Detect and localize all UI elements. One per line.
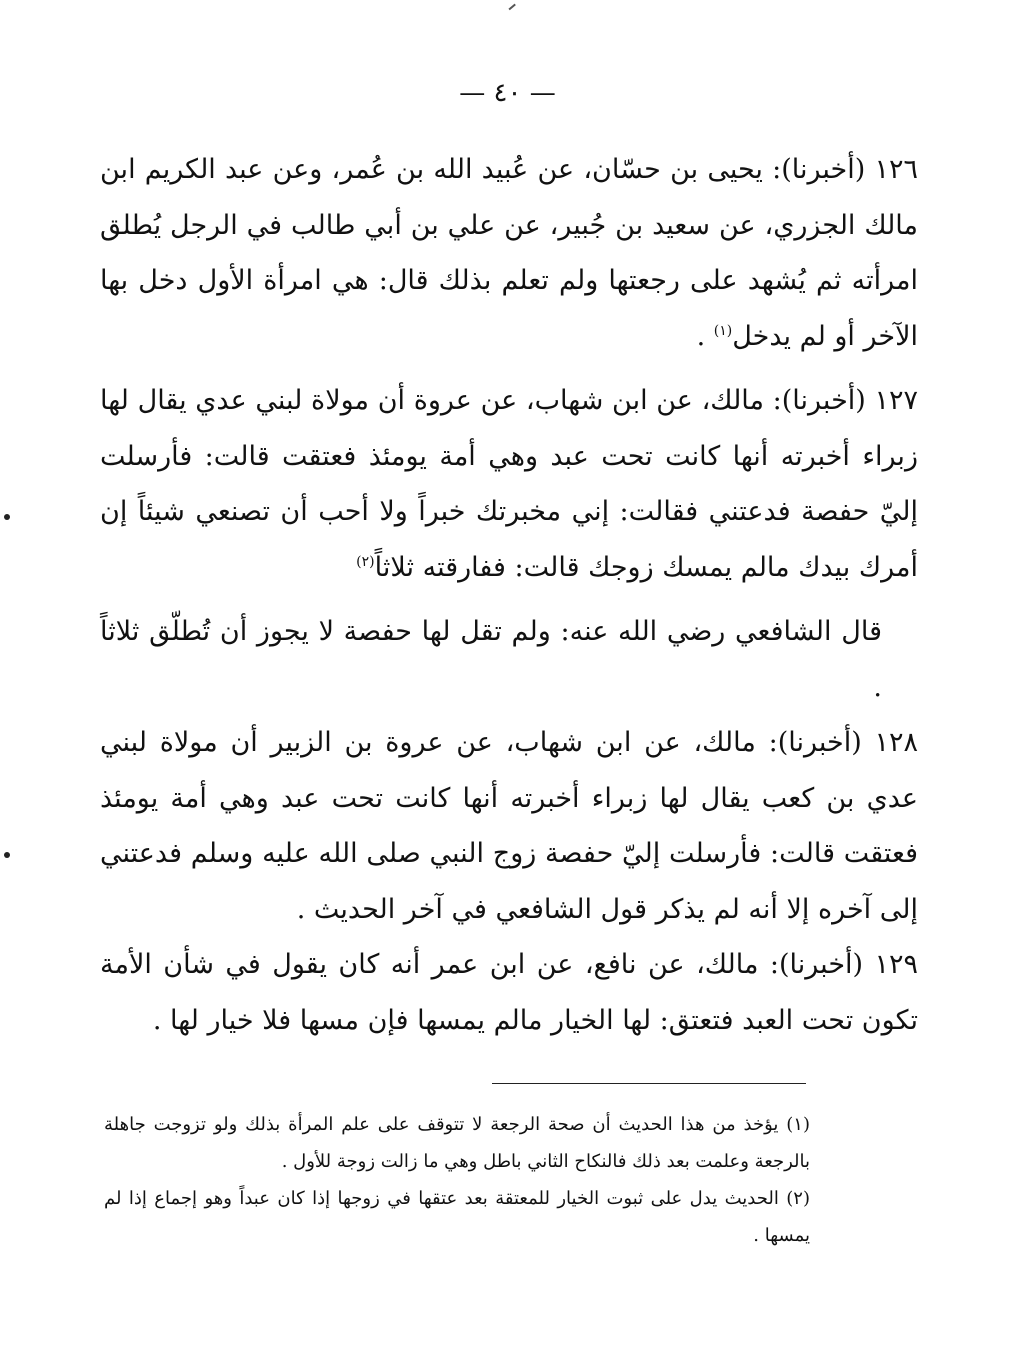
footnote-separator	[492, 1083, 806, 1084]
page-number: — ٤٠ —	[459, 78, 556, 108]
hadith-tail: .	[696, 320, 714, 352]
footnote-ref-2: (٢)	[356, 553, 375, 570]
footnotes	[104, 1106, 810, 1254]
margin-speck	[4, 852, 10, 858]
main-text	[100, 142, 918, 1048]
hadith-text: ١٢٧ (أخبرنا): مالك، عن ابن شهاب، عن عروة أن مولاة لبني عدي يقال لها زبراء أخبرته أنها كانت تحت عبد وهي أمة يومئذ فعتقت قالت: فأرسلت إليّ حفصة فدعتني فقالت: إني مخبرتك خبراً ولا أحب أن تصنعي شيئاً إن أمرك بيدك مالم يمسك زوجك قالت: ففارقته ثلاثاً	[100, 385, 918, 583]
hadith-127	[100, 373, 918, 595]
hadith-128	[100, 715, 918, 937]
footnote-1: (١) يؤخذ من هذا الحديث أن صحة الرجعة لا تتوقف على علم المرأة بذلك ولو تزوجت جاهلة بالرجعة وعلمت بعد ذلك فالنكاح الثاني باطل وهي ما زالت زوجة للأول .	[104, 1114, 810, 1172]
hadith-text: ١٢٩ (أخبرنا): مالك، عن نافع، عن ابن عمر أنه كان يقول في شأن الأمة تكون تحت العبد فتعتق: لها الخيار مالم يمسها فإن مسها فلا خيار لها .	[100, 949, 918, 1036]
hadith-129	[100, 937, 918, 1048]
comment-text: قال الشافعي رضي الله عنه: ولم تقل لها حفصة لا يجوز أن تُطلّق ثلاثاً .	[100, 616, 882, 703]
shafii-comment	[100, 604, 918, 715]
hadith-text: ١٢٦ (أخبرنا): يحيى بن حسّان، عن عُبيد الله بن عُمر، وعن عبد الكريم ابن مالك الجزري، عن سعيد بن جُبير، عن علي بن أبي طالب في الرجل يُطلق امرأته ثم يُشهد على رجعتها ولم تعلم بذلك قال: هي امرأة الأول دخل بها الآخر أو لم يدخل	[100, 154, 918, 352]
scan-speck	[508, 4, 515, 10]
margin-speck	[4, 514, 10, 520]
hadith-text: ١٢٨ (أخبرنا): مالك، عن ابن شهاب، عن عروة بن الزبير أن مولاة لبني عدي بن كعب يقال لها زبراء أخبرته أنها كانت تحت عبد وهي أمة يومئذ فعتقت قالت: فأرسلت إليّ حفصة زوج النبي صلى الله عليه وسلم فدعتني إلى آخره إلا أنه لم يذكر قول الشافعي في آخر الحديث .	[100, 727, 918, 925]
footnote-2: (٢) الحديث يدل على ثبوت الخيار للمعتقة بعد عتقها في زوجها إذا كان عبداً وهو إجماع إذا لم يمسها .	[104, 1188, 810, 1246]
footnote-ref-1: (١)	[713, 322, 733, 339]
hadith-126	[100, 142, 918, 364]
